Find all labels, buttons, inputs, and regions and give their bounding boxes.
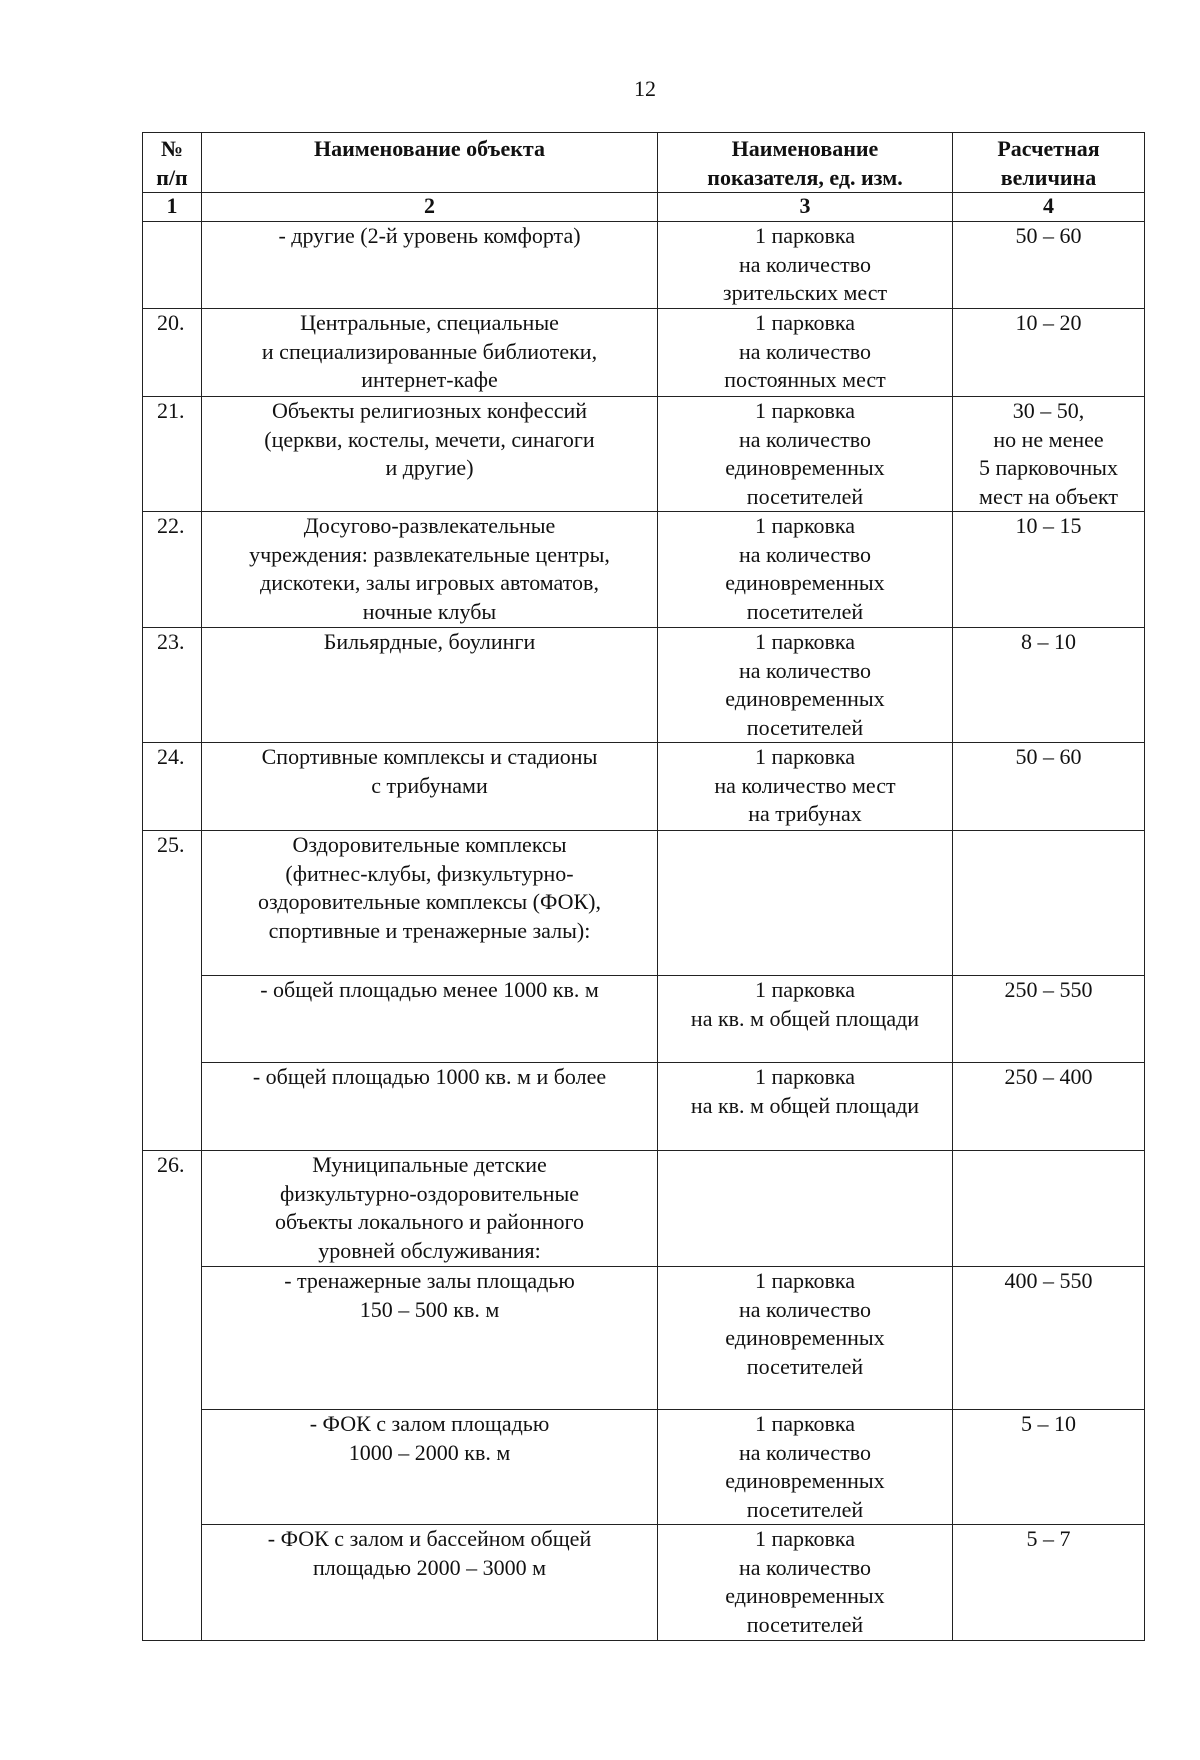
value-cell: 5 – 7	[953, 1525, 1145, 1641]
table-row	[143, 1063, 1145, 1151]
header-object-name: Наименование объекта	[202, 133, 658, 193]
table-row	[143, 1410, 1145, 1525]
row-number: 20.	[143, 309, 202, 397]
indicator-cell: 1 парковка на количество мест на трибунах	[658, 743, 953, 831]
table-row	[143, 222, 1145, 309]
object-name-cell: - ФОК с залом и бассейном общей площадью 2000 – 3000 м	[202, 1525, 658, 1641]
row-number: 25.	[143, 831, 202, 1151]
header-row	[143, 133, 1145, 193]
page-number: 12	[634, 76, 656, 101]
object-name-cell: - общей площадью 1000 кв. м и более	[202, 1063, 658, 1151]
table-row	[143, 831, 1145, 976]
object-name-cell: Досугово-развлекательные учреждения: развлекательные центры, дискотеки, залы игровых автоматов, ночные клубы	[202, 512, 658, 628]
value-cell: 10 – 15	[953, 512, 1145, 628]
value-cell: 50 – 60	[953, 222, 1145, 309]
object-name-cell: Спортивные комплексы и стадионы с трибунами	[202, 743, 658, 831]
value-cell	[953, 1151, 1145, 1267]
indicator-cell: 1 парковка на количество единовременных посетителей	[658, 1410, 953, 1525]
indicator-cell: 1 парковка на количество единовременных посетителей	[658, 628, 953, 743]
row-number: 22.	[143, 512, 202, 628]
column-number: 4	[953, 193, 1145, 222]
object-name-cell: - тренажерные залы площадью 150 – 500 кв. м	[202, 1267, 658, 1410]
indicator-cell: 1 парковка на кв. м общей площади	[658, 1063, 953, 1151]
value-cell: 5 – 10	[953, 1410, 1145, 1525]
table-row	[143, 976, 1145, 1063]
indicator-cell: 1 парковка на количество единовременных посетителей	[658, 1267, 953, 1410]
indicator-cell	[658, 831, 953, 976]
indicator-cell: 1 парковка на количество постоянных мест	[658, 309, 953, 397]
column-number: 2	[202, 193, 658, 222]
row-number: 23.	[143, 628, 202, 743]
row-number	[143, 222, 202, 309]
column-number-row	[143, 193, 1145, 222]
value-cell: 10 – 20	[953, 309, 1145, 397]
column-number: 3	[658, 193, 953, 222]
table-row	[143, 309, 1145, 397]
header-calculated-value: Расчетная величина	[953, 133, 1145, 193]
header-number: № п/п	[143, 133, 202, 193]
row-number: 26.	[143, 1151, 202, 1641]
table-row	[143, 628, 1145, 743]
parking-norms-table	[142, 132, 1145, 1641]
value-cell: 400 – 550	[953, 1267, 1145, 1410]
table-row	[143, 1151, 1145, 1267]
table-row	[143, 1525, 1145, 1641]
object-name-cell: Бильярдные, боулинги	[202, 628, 658, 743]
object-name-cell: - общей площадью менее 1000 кв. м	[202, 976, 658, 1063]
value-cell: 250 – 550	[953, 976, 1145, 1063]
value-cell: 30 – 50, но не менее 5 парковочных мест на объект	[953, 397, 1145, 512]
indicator-cell: 1 парковка на количество единовременных посетителей	[658, 1525, 953, 1641]
value-cell: 8 – 10	[953, 628, 1145, 743]
header-indicator-name: Наименование показателя, ед. изм.	[658, 133, 953, 193]
object-name-cell: - другие (2-й уровень комфорта)	[202, 222, 658, 309]
row-number: 21.	[143, 397, 202, 512]
value-cell: 50 – 60	[953, 743, 1145, 831]
object-name-cell: Центральные, специальные и специализированные библиотеки, интернет-кафе	[202, 309, 658, 397]
table-row	[143, 512, 1145, 628]
table-row	[143, 397, 1145, 512]
table-row	[143, 1267, 1145, 1410]
indicator-cell: 1 парковка на количество зрительских мест	[658, 222, 953, 309]
row-number: 24.	[143, 743, 202, 831]
object-name-cell: Оздоровительные комплексы (фитнес-клубы, физкультурно- оздоровительные комплексы (ФОК), спортивные и тренажерные залы):	[202, 831, 658, 976]
object-name-cell: Объекты религиозных конфессий (церкви, костелы, мечети, синагоги и другие)	[202, 397, 658, 512]
object-name-cell: Муниципальные детские физкультурно-оздоровительные объекты локального и районного уровней обслуживания:	[202, 1151, 658, 1267]
indicator-cell: 1 парковка на количество единовременных посетителей	[658, 512, 953, 628]
indicator-cell: 1 парковка на количество единовременных посетителей	[658, 397, 953, 512]
value-cell	[953, 831, 1145, 976]
table-row	[143, 743, 1145, 831]
column-number: 1	[143, 193, 202, 222]
value-cell: 250 – 400	[953, 1063, 1145, 1151]
indicator-cell: 1 парковка на кв. м общей площади	[658, 976, 953, 1063]
object-name-cell: - ФОК с залом площадью 1000 – 2000 кв. м	[202, 1410, 658, 1525]
indicator-cell	[658, 1151, 953, 1267]
